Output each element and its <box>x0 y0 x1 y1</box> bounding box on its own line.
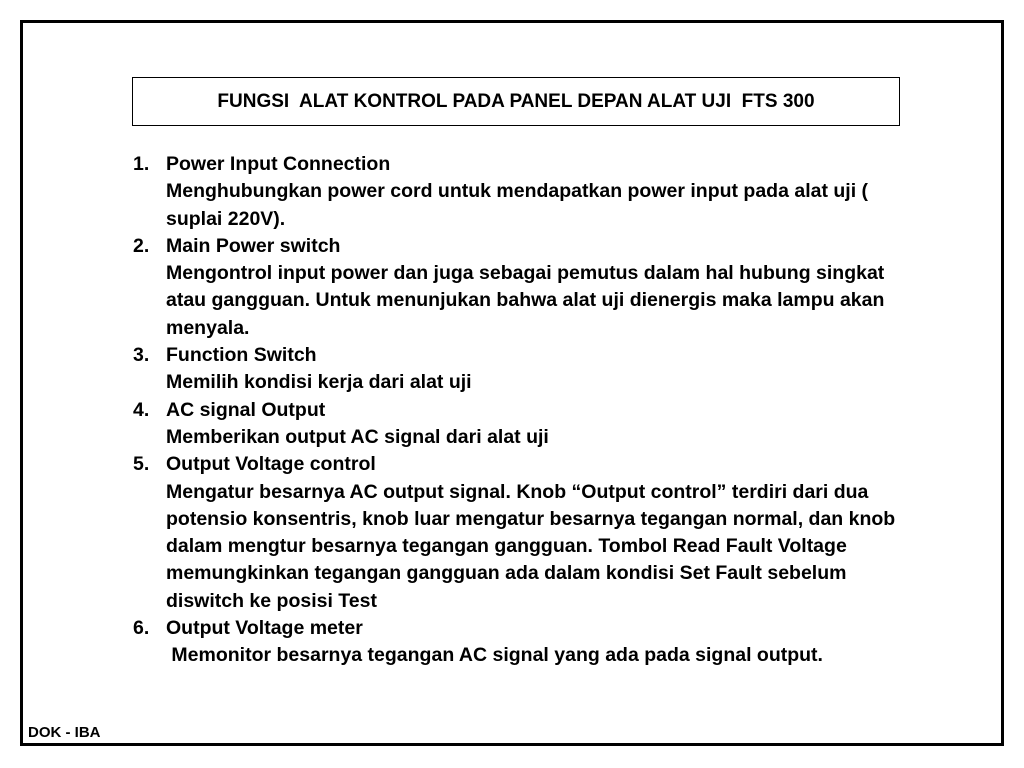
list-item-main-power-switch <box>133 233 913 342</box>
item-title: Output Voltage control <box>166 453 376 476</box>
list-item-function-switch <box>133 342 913 397</box>
list-item-output-voltage-control <box>133 451 913 615</box>
list-item-output-voltage-meter <box>133 615 913 670</box>
item-number: 1. <box>133 153 150 175</box>
list-item-ac-signal-output <box>133 397 913 452</box>
item-description: Menghubungkan power cord untuk mendapatkan power input pada alat uji ( suplai 220V). <box>166 180 874 230</box>
title-box <box>132 77 900 126</box>
item-title: Output Voltage meter <box>166 617 363 640</box>
numbered-list <box>133 151 913 670</box>
slide-title: FUNGSI ALAT KONTROL PADA PANEL DEPAN ALAT UJI FTS 300 <box>217 90 815 112</box>
list-item-power-input-connection <box>133 151 913 233</box>
item-description: Memonitor besarnya tegangan AC signal yang ada pada signal output. <box>166 644 823 667</box>
item-description: Memberikan output AC signal dari alat uji <box>166 425 549 448</box>
item-description: Memilih kondisi kerja dari alat uji <box>166 371 472 394</box>
item-number: 2. <box>133 234 150 257</box>
item-number: 3. <box>133 344 150 367</box>
footer-label: DOK - IBA <box>28 724 101 741</box>
item-title: Main Power switch <box>166 234 341 257</box>
item-title: Power Input Connection <box>166 153 391 175</box>
item-number: 5. <box>133 453 150 476</box>
item-number: 6. <box>133 617 150 640</box>
item-description: Mengatur besarnya AC output signal. Knob “Output control” terdiri dari dua potensio konsentris, knob luar mengatur besarnya tegangan normal, dan knob dalam mengtur besarnya tegangan gangguan. Tombol Read Fault Voltage memungkinkan tegangan gangguan ada dalam kondisi Set Fault sebelum diswitch ke posisi Test <box>166 480 901 612</box>
item-title: Function Switch <box>166 344 317 367</box>
item-number: 4. <box>133 398 150 421</box>
item-description: Mengontrol input power dan juga sebagai pemutus dalam hal hubung singkat atau gangguan. Untuk menunjukan bahwa alat uji dienergis maka lampu akan menyala. <box>166 262 890 339</box>
item-title: AC signal Output <box>166 398 326 421</box>
